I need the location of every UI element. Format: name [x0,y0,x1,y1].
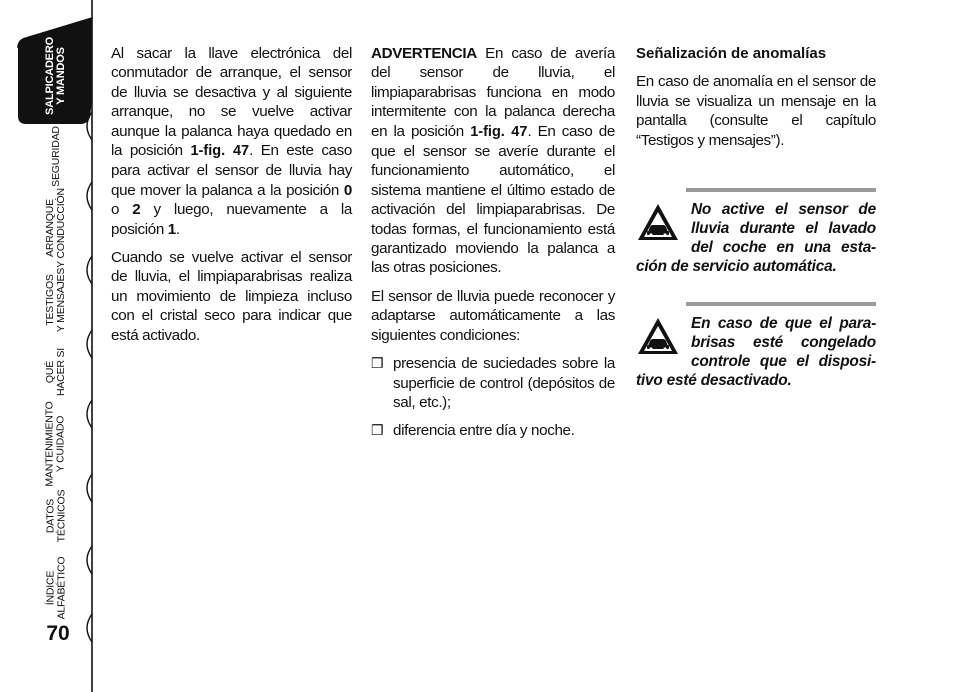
tab-seguridad[interactable]: SEGURIDAD [49,125,62,187]
paragraph-conditions-intro: El sensor de lluvia puede reconocer y adaptarse automáticamente a las siguientes condiciones: [371,287,615,344]
tab-datos-tecnicos[interactable]: DATOS TÉCNICOS [44,489,67,543]
text-column-3 [636,44,876,159]
position-1: 1 [167,220,176,238]
tab-indice-alfabetico[interactable]: ÍNDICE ALFABÉTICO [44,556,67,620]
paragraph-reactivation: Cuando se vuelve activar el sensor de lluvia, el limpiaparabrisas realiza un movimiento de limpieza incluso con el cristal seco para indicar que está activado. [111,249,352,344]
warning-bar [686,302,876,306]
list-item: ❒ diferencia entre día y noche. [371,422,575,440]
paragraph-anomaly: En caso de anomalía en el sensor de lluvia se visualiza un mensaje en la pantalla (consulte el capítulo “Testigos y mensajes”). [636,73,876,149]
list-item: ❒ presencia de suciedades sobre la superficie de control (depósitos de sal, etc.); [371,355,615,411]
tab-que-hacer-si[interactable]: QUÉ HACER SI [44,348,67,396]
tab-salpicadero-y-mandos[interactable]: SALPICADERO Y MANDOS [44,37,67,115]
text-column-1 [111,44,352,354]
figure-reference: 1-fig. 47 [470,123,528,140]
tab-mantenimiento-y-cuidado[interactable]: MANTENIMIENTO Y CUIDADO [43,401,67,487]
warning-text: En caso de que el para- brisas esté congelado controle que el disposi- tivo esté desactivado. [636,315,876,389]
tab-testigos-y-mensajes[interactable]: TESTIGOS Y MENSAJES [43,267,67,333]
chapter-tab-strip [0,0,100,692]
tab-arranque-y-conduccion[interactable]: ARRANQUE Y CONDUCCIÓN [43,188,67,268]
advertencia-label: ADVERTENCIA [371,45,477,62]
position-2: 2 [132,201,141,219]
checkbox-bullet-icon: ❒ [371,355,384,372]
warning-box-car-wash [636,188,876,276]
paragraph-advertencia: ADVERTENCIA En caso de avería del sensor de lluvia, el limpiaparabrisas funciona en modo intermitente con la palanca derecha en la posición 1-fig. 47. En caso de que el sensor se averíe durante el funcionamiento automático, el sistema mantiene el último estado de activación del limpiaparabrisas. De todas formas, el funcionamiento está garantizado moviendo la palanca a las otras posiciones. [371,45,615,277]
position-0: 0 [343,181,352,199]
warning-bar [686,188,876,192]
figure-reference: 1-fig. 47 [190,143,250,160]
warning-triangle-car-icon [636,316,680,356]
text-column-2 [371,44,615,450]
warning-text: No active el sensor de lluvia durante el lavado del coche en una esta- ción de servicio automática. [636,201,876,275]
paragraph-key-removal: Al sacar la llave electrónica del conmutador de arranque, el sensor de lluvia se desactiva y al siguiente arranque, no se vuelve activar aunque la palanca haya quedado en la posición 1-fig. 47. En este caso para activar el sensor de lluvia hay que mover la palanca a la posición 0 o 2 y luego, nuevamente a la posición 1. [111,45,353,238]
checkbox-bullet-icon: ❒ [371,422,384,439]
page-number: 70 [46,622,70,645]
warning-box-frozen-windscreen [636,302,876,390]
warning-triangle-car-icon [636,202,680,242]
section-heading: Señalización de anomalías [636,45,827,62]
